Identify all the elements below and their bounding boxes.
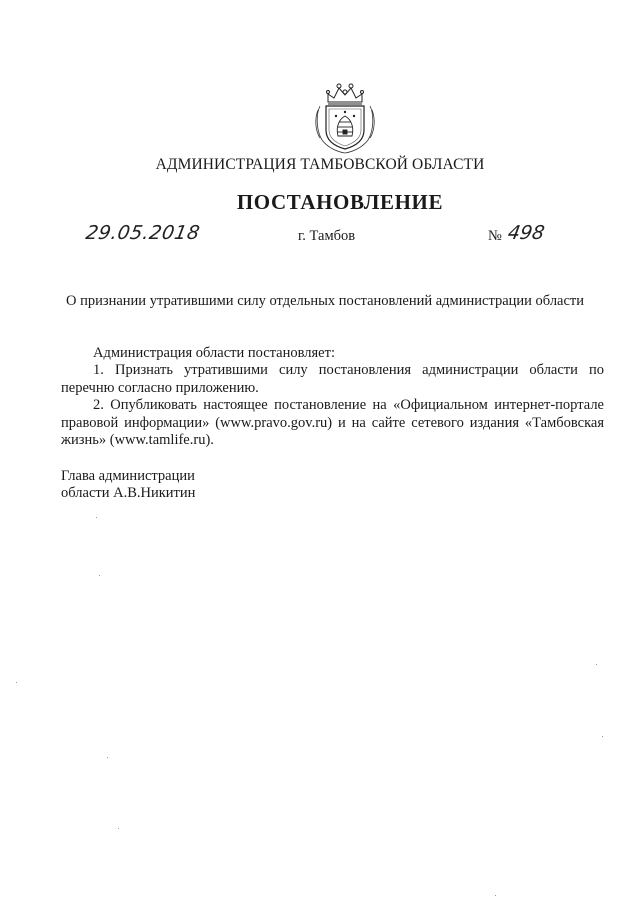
scan-speck [107, 757, 108, 758]
body-item-1: 1. Признать утратившими силу постановления администрации области по перечню согласно приложению. [61, 362, 604, 396]
signature-line-1: Глава администрации [61, 468, 195, 484]
scan-speck [596, 664, 597, 665]
document-subject: О признании утратившими силу отдельных постановлений администрации области [66, 293, 585, 309]
handwritten-date: 29.05.2018 [84, 222, 202, 244]
scan-speck [495, 895, 496, 896]
number-sign: № [488, 228, 502, 244]
scan-speck [118, 828, 119, 829]
document-body [61, 345, 604, 449]
handwritten-number: 498 [506, 222, 547, 244]
tambov-region-coat-of-arms-icon [314, 80, 376, 154]
signature-block [61, 468, 195, 503]
scan-speck [602, 736, 603, 737]
body-item-2: 2. Опубликовать настоящее постановление на «Официальном интернет-портале правовой информации» (www.pravo.gov.ru) и на сайте сетевого издания «Тамбовская жизнь» (www.tamlife.ru). [61, 397, 604, 449]
document-title: ПОСТАНОВЛЕНИЕ [236, 190, 444, 214]
body-intro: Администрация области постановляет: [93, 345, 335, 361]
scan-speck [99, 575, 100, 576]
signature-line-2: области А.В.Никитин [61, 485, 196, 502]
scan-speck [96, 517, 97, 518]
city-label: г. Тамбов [298, 228, 356, 244]
organization-name: АДМИНИСТРАЦИЯ ТАМБОВСКОЙ ОБЛАСТИ [155, 156, 485, 173]
scan-speck [16, 682, 17, 683]
